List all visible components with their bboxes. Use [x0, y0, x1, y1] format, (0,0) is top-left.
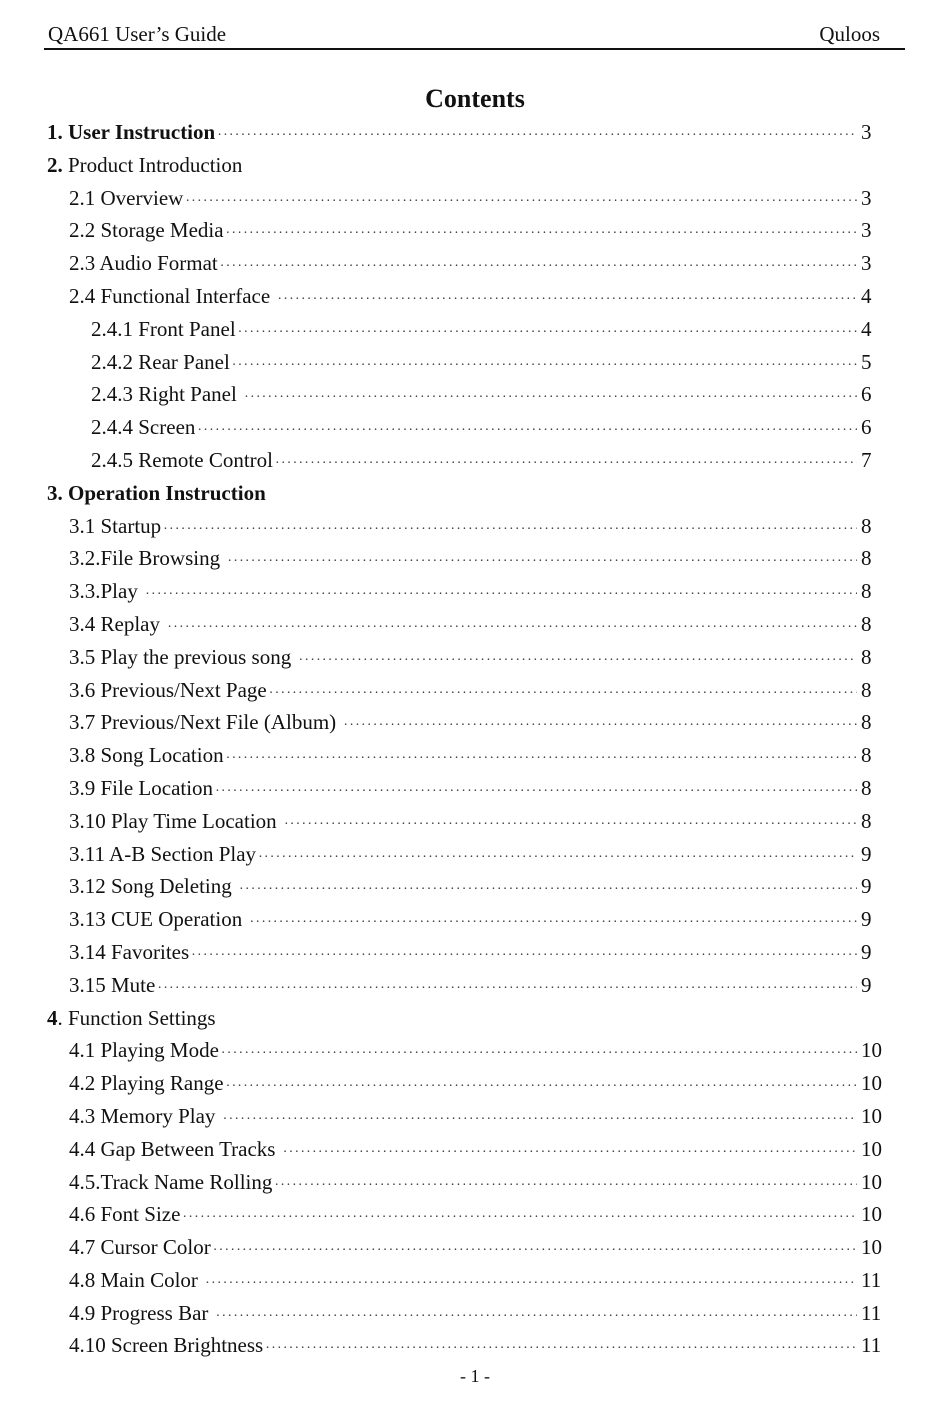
- toc-page-number: 10: [861, 1235, 882, 1260]
- toc-entry-title: [69, 1100, 221, 1133]
- toc-entry-title: [69, 1166, 272, 1199]
- toc-entry-label: 4.9 Progress Bar: [69, 1300, 214, 1325]
- toc-entry-label: 2.3 Audio Format: [69, 251, 218, 276]
- toc-page-number: 8: [861, 775, 872, 800]
- table-of-contents: [47, 116, 887, 1362]
- toc-entry[interactable]: [47, 969, 887, 1002]
- dot-leader: [265, 1333, 857, 1366]
- toc-entry-label: 3.12 Song Deleting: [69, 874, 237, 899]
- toc-entry-title: [69, 1264, 203, 1297]
- toc-page-number: 11: [861, 1333, 882, 1358]
- toc-entry[interactable]: [47, 1034, 887, 1067]
- toc-page-number: 8: [861, 546, 872, 571]
- toc-entry-label: . Function Settings: [57, 1005, 216, 1030]
- toc-page-number: 6: [861, 415, 872, 440]
- toc-entry-title: [69, 214, 224, 247]
- toc-page-number: 3: [861, 120, 872, 144]
- toc-entry-title: [69, 542, 225, 575]
- toc-entry[interactable]: [47, 247, 887, 280]
- toc-entry-title: [91, 378, 242, 411]
- toc-entry[interactable]: [47, 346, 887, 379]
- toc-page-number: 3: [861, 251, 872, 276]
- toc-entry-label: 2.4.2 Rear Panel: [91, 349, 230, 374]
- toc-entry-title: [69, 182, 183, 215]
- toc-entry-label: 3.5 Play the previous song: [69, 644, 297, 669]
- page-title: Contents: [425, 84, 525, 113]
- toc-entry-title: [69, 870, 237, 903]
- toc-entry[interactable]: [47, 936, 887, 969]
- toc-page-number: 10: [861, 1071, 882, 1096]
- toc-entry[interactable]: [47, 1133, 887, 1166]
- toc-entry-label: 2.4 Functional Interface: [69, 283, 276, 308]
- toc-page-number: 8: [861, 710, 872, 735]
- toc-entry-title: [69, 247, 218, 280]
- toc-page-number: 11: [861, 1300, 882, 1325]
- toc-entry[interactable]: [47, 1002, 887, 1035]
- toc-entry[interactable]: [47, 313, 887, 346]
- toc-entry-label: Operation Instruction: [62, 480, 266, 505]
- toc-entry[interactable]: [47, 805, 887, 838]
- toc-entry[interactable]: [47, 182, 887, 215]
- page-number: - 1 -: [460, 1366, 490, 1386]
- toc-page-number: 6: [861, 382, 872, 407]
- toc-entry-label: Product Introduction: [62, 152, 243, 177]
- toc-entry[interactable]: [47, 1297, 887, 1330]
- toc-entry[interactable]: [47, 1264, 887, 1297]
- toc-entry[interactable]: [47, 575, 887, 608]
- toc-entry[interactable]: [47, 641, 887, 674]
- toc-section-number: 4: [47, 1005, 58, 1030]
- toc-page-number: 10: [861, 1103, 882, 1128]
- toc-entry-label: 4.8 Main Color: [69, 1267, 204, 1292]
- toc-entry[interactable]: [47, 1231, 887, 1264]
- page-header: [44, 20, 905, 50]
- toc-page-number: 10: [861, 1038, 882, 1063]
- toc-entry-label: 3.10 Play Time Location: [69, 808, 282, 833]
- toc-entry-label: 4.4 Gap Between Tracks: [69, 1136, 281, 1161]
- toc-entry-title: [69, 641, 296, 674]
- toc-entry[interactable]: [47, 214, 887, 247]
- toc-entry-label: 2.4.3 Right Panel: [91, 382, 243, 407]
- toc-entry[interactable]: [47, 280, 887, 313]
- toc-entry-title: [69, 903, 247, 936]
- toc-page-number: 9: [861, 939, 872, 964]
- toc-page-number: 8: [861, 677, 872, 702]
- toc-entry-title: [91, 313, 236, 346]
- document-title: QA661 User’s Guide: [48, 22, 227, 46]
- toc-entry-title: [69, 575, 143, 608]
- toc-entry[interactable]: [47, 477, 887, 510]
- toc-entry-title: [69, 1133, 281, 1166]
- toc-entry-label: 3.8 Song Location: [69, 743, 224, 768]
- toc-page-number: 4: [861, 283, 872, 308]
- toc-page-number: 10: [861, 1169, 882, 1194]
- toc-entry-label: 2.4.4 Screen: [91, 415, 196, 440]
- toc-page-number: 9: [861, 907, 872, 932]
- toc-entry-title: [69, 936, 189, 969]
- toc-entry-label: 2.1 Overview: [69, 185, 184, 210]
- toc-page-number: 3: [861, 185, 872, 210]
- toc-entry-label: 2.4.1 Front Panel: [91, 316, 236, 341]
- toc-entry-label: 4.1 Playing Mode: [69, 1038, 219, 1063]
- toc-entry-title: [47, 116, 215, 149]
- toc-page-number: 8: [861, 579, 872, 604]
- toc-entry-label: 3.3.Play: [69, 579, 144, 604]
- toc-entry-title: [69, 608, 165, 641]
- toc-entry-title: [69, 1297, 214, 1330]
- toc-entry[interactable]: [47, 444, 887, 477]
- toc-entry-label: 3.1 Startup: [69, 513, 162, 538]
- toc-entry-title: [69, 1198, 180, 1231]
- toc-section-number: 3.: [47, 480, 63, 505]
- toc-entry-title: [69, 772, 213, 805]
- toc-entry-label: 4.5.Track Name Rolling: [69, 1169, 273, 1194]
- toc-page-number: 8: [861, 743, 872, 768]
- toc-entry[interactable]: [47, 706, 887, 739]
- toc-page-number: 9: [861, 972, 872, 997]
- toc-entry-title: [47, 477, 266, 510]
- toc-entry-label: User Instruction: [62, 120, 216, 144]
- toc-entry-title: [69, 739, 224, 772]
- toc-entry[interactable]: [47, 542, 887, 575]
- toc-page-number: 8: [861, 513, 872, 538]
- toc-entry-label: 4.2 Playing Range: [69, 1071, 224, 1096]
- toc-entry-title: [91, 346, 230, 379]
- toc-entry[interactable]: [47, 903, 887, 936]
- toc-entry[interactable]: [47, 149, 887, 182]
- toc-page-number: 9: [861, 874, 872, 899]
- toc-entry-title: [47, 149, 242, 182]
- toc-entry-label: 3.13 CUE Operation: [69, 907, 248, 932]
- toc-entry-label: 3.11 A-B Section Play: [69, 841, 257, 866]
- toc-entry-title: [91, 444, 273, 477]
- toc-entry-title: [69, 1034, 219, 1067]
- toc-page-number: 8: [861, 644, 872, 669]
- toc-entry-label: 3.9 File Location: [69, 775, 214, 800]
- toc-entry-label: 3.7 Previous/Next File (Album): [69, 710, 342, 735]
- toc-entry-label: 3.6 Previous/Next Page: [69, 677, 267, 702]
- toc-page-number: 9: [861, 841, 872, 866]
- toc-page-number: 11: [861, 1267, 882, 1292]
- toc-entry[interactable]: [47, 1166, 887, 1199]
- toc-entry-title: [69, 805, 282, 838]
- toc-entry-title: [69, 838, 256, 871]
- toc-section-number: 1.: [47, 120, 63, 144]
- toc-page-number: 10: [861, 1202, 882, 1227]
- toc-entry[interactable]: [47, 838, 887, 871]
- toc-entry-title: [69, 1067, 224, 1100]
- toc-entry[interactable]: [47, 739, 887, 772]
- toc-entry-label: 2.2 Storage Media: [69, 218, 224, 243]
- toc-entry[interactable]: [47, 510, 887, 543]
- toc-page-number: 3: [861, 218, 872, 243]
- toc-entry-title: [69, 1329, 263, 1362]
- toc-entry-title: [69, 510, 161, 543]
- toc-entry-label: 4.3 Memory Play: [69, 1103, 221, 1128]
- toc-entry-title: [69, 280, 275, 313]
- toc-entry-label: 4.7 Cursor Color: [69, 1235, 211, 1260]
- toc-entry-label: 2.4.5 Remote Control: [91, 447, 273, 472]
- toc-entry-label: 3.14 Favorites: [69, 939, 190, 964]
- toc-entry[interactable]: [47, 378, 887, 411]
- toc-entry[interactable]: [47, 411, 887, 444]
- toc-page-number: 8: [861, 808, 872, 833]
- toc-entry-title: [69, 706, 341, 739]
- toc-entry-label: 3.2.File Browsing: [69, 546, 226, 571]
- toc-entry[interactable]: [47, 1198, 887, 1231]
- toc-page-number: 4: [861, 316, 872, 341]
- toc-entry-title: [47, 1002, 216, 1035]
- toc-entry-label: 3.15 Mute: [69, 972, 156, 997]
- toc-page-number: 8: [861, 611, 872, 636]
- company-name: Quloos: [819, 22, 880, 46]
- toc-entry[interactable]: [47, 674, 887, 707]
- toc-entry-title: [69, 674, 267, 707]
- toc-page-number: 7: [861, 447, 872, 472]
- toc-entry-title: [69, 969, 155, 1002]
- toc-entry[interactable]: [47, 608, 887, 641]
- toc-page-number: 10: [861, 1136, 882, 1161]
- toc-entry-label: 4.10 Screen Brightness: [69, 1333, 264, 1358]
- toc-entry-label: 3.4 Replay: [69, 611, 166, 636]
- toc-section-number: 2.: [47, 152, 63, 177]
- toc-entry[interactable]: [47, 772, 887, 805]
- toc-page-number: 5: [861, 349, 872, 374]
- toc-entry[interactable]: [47, 870, 887, 903]
- toc-entry[interactable]: [47, 1100, 887, 1133]
- toc-entry-title: [91, 411, 195, 444]
- toc-entry[interactable]: [47, 1067, 887, 1100]
- toc-entry-label: 4.6 Font Size: [69, 1202, 181, 1227]
- toc-entry-title: [69, 1231, 211, 1264]
- toc-entry[interactable]: [47, 116, 887, 149]
- toc-entry[interactable]: [47, 1329, 887, 1362]
